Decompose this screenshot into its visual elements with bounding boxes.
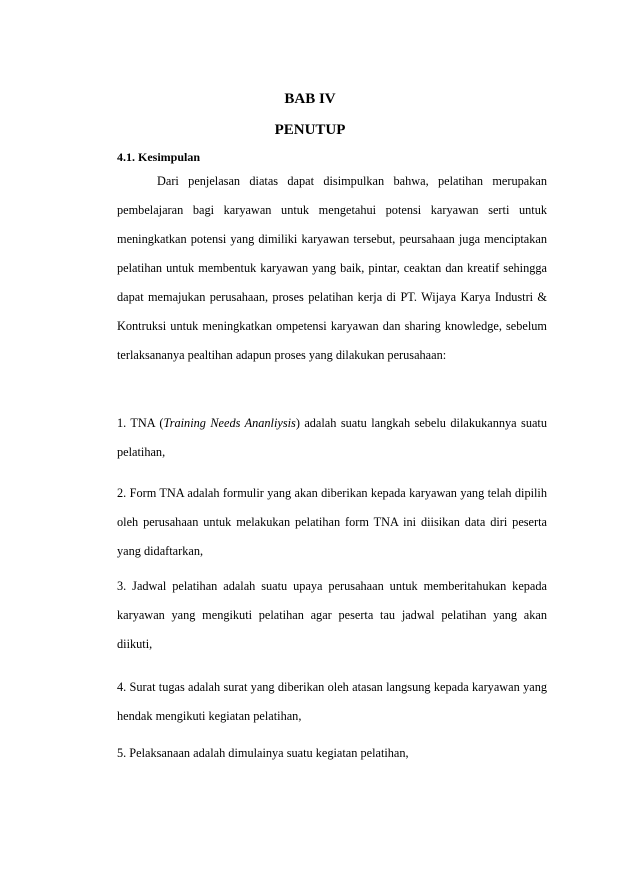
chapter-number: BAB IV	[284, 91, 336, 107]
list-item-5: 5. Pelaksanaan adalah dimulainya suatu kegiatan pelatihan,	[117, 746, 409, 760]
list-item-2: 2. Form TNA adalah formulir yang akan diberikan kepada karyawan yang telah dipilih oleh perusahaan untuk melakukan pelatihan form TNA ini diisikan data diri peserta yang didaftarkan,	[117, 486, 547, 558]
list-item-4: 4. Surat tugas adalah surat yang diberikan oleh atasan langsung kepada karyawan yang hendak mengikuti kegiatan pelatihan,	[117, 680, 547, 723]
section-heading: 4.1. Kesimpulan	[117, 150, 201, 164]
chapter-title: PENUTUP	[274, 122, 346, 138]
list-item-1-emphasis: Training Needs Ananliysis	[163, 416, 296, 430]
list-item-1-suffix: ) adalah suatu langkah sebelu dilakukannya suatu pelatihan,	[117, 416, 547, 459]
list-item-1	[117, 409, 547, 467]
intro-paragraph: Dari penjelasan diatas dapat disimpulkan bahwa, pelatihan merupakan pembelajaran bagi karyawan untuk mengetahui potensi karyawan serti untuk meningkatkan potensi yang dimiliki karyawan tersebut, peursahaan juga menciptakan pelatihan untuk membentuk karyawan yang baik, pintar, ceaktan dan kreatif sehingga dapat memajukan perusahaan, proses pelatihan kerja di PT. Wijaya Karya Industri & Kontruksi untuk meningkatkan ompetensi karyawan dan sharing knowledge, sebelum terlaksananya pealtihan adapun proses yang dilakukan perusahaan:	[117, 174, 547, 362]
list-item-1-prefix: 1. TNA (	[117, 416, 164, 430]
list-item-3: 3. Jadwal pelatihan adalah suatu upaya perusahaan untuk memberitahukan kepada karyawan yang mengikuti pelatihan agar peserta tau jadwal pelatihan yang akan diikuti,	[117, 579, 547, 651]
